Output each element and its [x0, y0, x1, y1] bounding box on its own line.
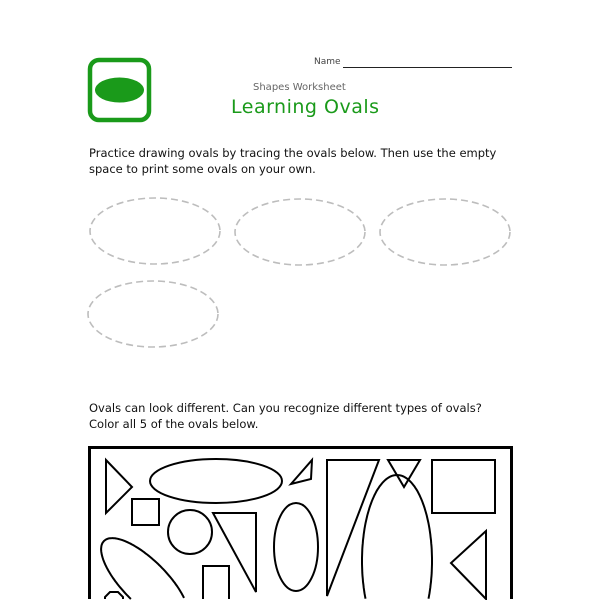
square-shape[interactable]: [132, 499, 159, 525]
triangle-shape[interactable]: [451, 531, 486, 599]
logo-oval-icon: [90, 60, 149, 120]
oval-shape[interactable]: [150, 459, 282, 503]
oval-shape[interactable]: [362, 475, 432, 599]
triangle-shape[interactable]: [213, 513, 256, 592]
name-input-line[interactable]: [343, 67, 512, 68]
tracing-oval[interactable]: [90, 198, 220, 264]
triangle-shape[interactable]: [388, 460, 420, 487]
instruction-line: Ovals can look different. Can you recognize different types of ovals?: [89, 401, 482, 415]
triangle-shape[interactable]: [291, 460, 312, 484]
instruction-line: Practice drawing ovals by tracing the ovals below. Then use the empty: [89, 146, 497, 160]
tracing-oval[interactable]: [88, 281, 218, 347]
shapes-frame: [90, 448, 512, 600]
name-label: Name: [314, 57, 341, 67]
rectangle-shape[interactable]: [203, 566, 229, 599]
triangle-shape[interactable]: [327, 460, 379, 596]
recognition-instructions: [89, 400, 482, 432]
circle-shape[interactable]: [168, 510, 212, 554]
triangle-shape[interactable]: [106, 460, 132, 513]
tracing-instructions: [89, 145, 496, 177]
oval-shape[interactable]: [101, 538, 184, 599]
oval-shape[interactable]: [274, 503, 318, 591]
octagon-shape[interactable]: [105, 592, 123, 599]
instruction-line: Color all 5 of the ovals below.: [89, 417, 259, 431]
page-title: Learning Ovals: [231, 96, 380, 118]
square-shape[interactable]: [432, 460, 495, 513]
tracing-oval[interactable]: [235, 199, 365, 265]
instruction-line: space to print some ovals on your own.: [89, 162, 316, 176]
worksheet-subtitle: Shapes Worksheet: [253, 82, 346, 93]
tracing-oval[interactable]: [380, 199, 510, 265]
